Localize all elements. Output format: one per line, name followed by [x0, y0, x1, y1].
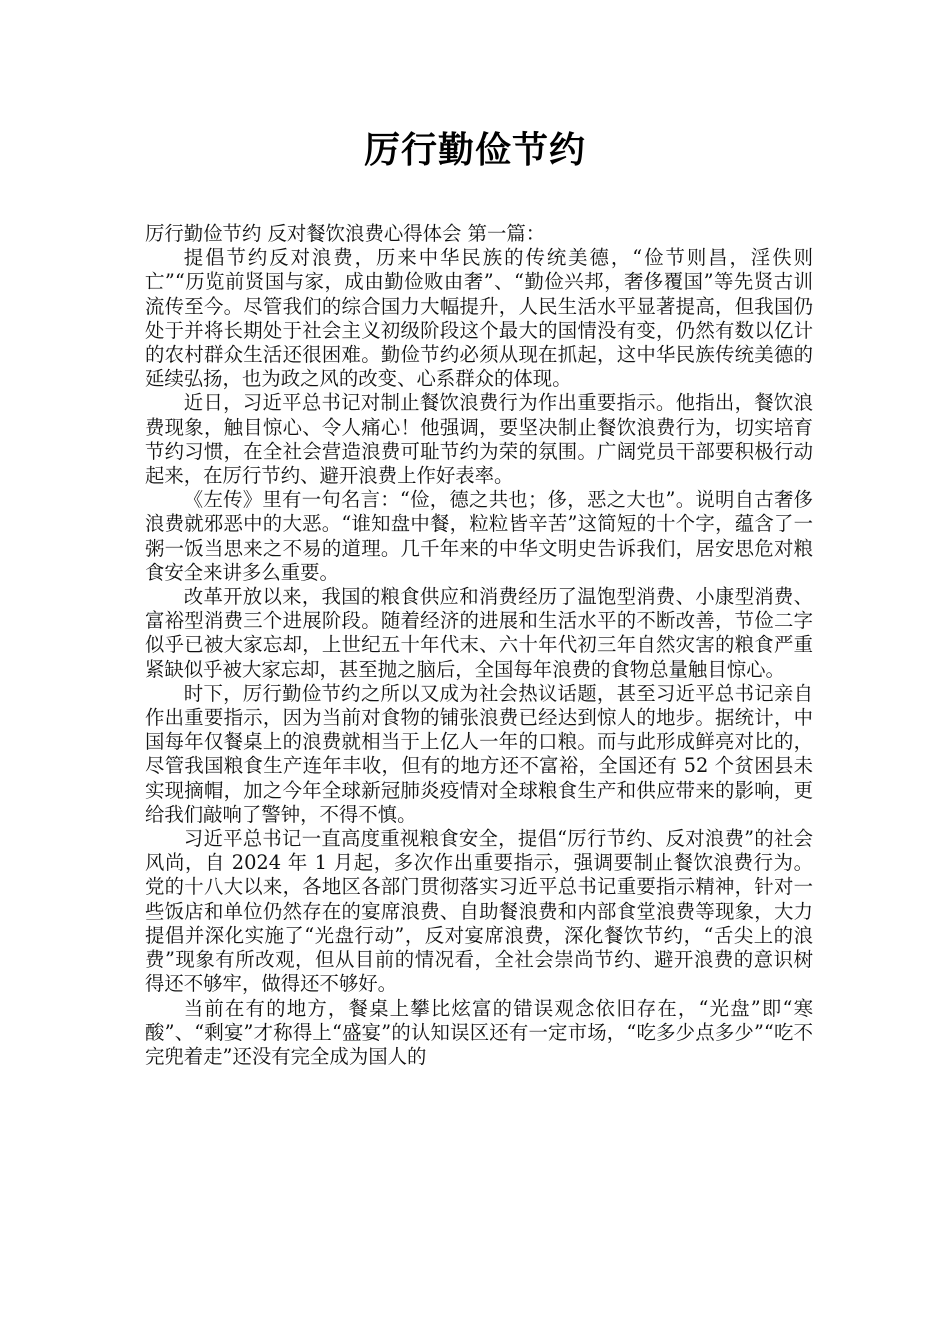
document-body: [145, 222, 813, 1069]
paragraph-5: 时下，厉行勤俭节约之所以又成为社会热议话题，甚至习近平总书记亲自作出重要指示，因为当前对食物的铺张浪费已经达到惊人的地步。据统计，中国每年仅餐桌上的浪费就相当于上亿人一年的口粮。而与此形成鲜亮对比的，尽管我国粮食生产连年丰收，但有的地方还不富裕，全国还有 52 个贫困县未实现摘帽，加之今年全球新冠肺炎疫情对全球粮食生产和供应带来的影响，更给我们敲响了警钟，不得不慎。: [145, 681, 813, 826]
paragraph-1: 提倡节约反对浪费，历来中华民族的传统美德，“俭节则昌，淫佚则亡”“历览前贤国与家，成由勤俭败由奢”、“勤俭兴邦，奢侈覆国”等先贤古训流传至今。尽管我们的综合国力大幅提升，人民生活水平显著提高，但我国仍处于并将长期处于社会主义初级阶段这个最大的国情没有变，仍然有数以亿计的农村群众生活还很困难。勤俭节约必须从现在抓起，这中华民族传统美德的延续弘扬，也为政之风的改变、心系群众的体现。: [145, 246, 813, 391]
paragraph-7: 当前在有的地方，餐桌上攀比炫富的错误观念依旧存在，“光盘”即“寒酸”、“剩宴”才称得上“盛宴”的认知误区还有一定市场，“吃多少点多少”“吃不完兜着走”还没有完全成为国人的: [145, 996, 813, 1068]
paragraph-2: 近日，习近平总书记对制止餐饮浪费行为作出重要指示。他指出，餐饮浪费现象，触目惊心、令人痛心！他强调，要坚决制止餐饮浪费行为，切实培育节约习惯，在全社会营造浪费可耻节约为荣的氛围。广阔党员干部要积极行动起来，在厉行节约、避开浪费上作好表率。: [145, 391, 813, 488]
paragraph-3: 《左传》里有一句名言：“俭，德之共也；侈，恶之大也”。说明自古奢侈浪费就邪恶中的大恶。“谁知盘中餐，粒粒皆辛苦”这简短的十个字，蕴含了一粥一饭当思来之不易的道理。几千年来的中华文明史告诉我们，居安思危对粮食安全来讲多么重要。: [145, 488, 813, 584]
paragraph-4: 改革开放以来，我国的粮食供应和消费经历了温饱型消费、小康型消费、富裕型消费三个进展阶段。随着经济的进展和生活水平的不断改善，节俭二字似乎已被大家忘却，上世纪五十年代末、六十年代初三年自然灾害的粮食严重紧缺似乎被大家忘却，甚至抛之脑后，全国每年浪费的食物总量触目惊心。: [145, 585, 813, 681]
page-title: 厉行勤俭节约: [363, 130, 586, 171]
section-heading: 厉行勤俭节约 反对餐饮浪费心得体会 第一篇：: [145, 222, 546, 245]
paragraph-6: 习近平总书记一直高度重视粮食安全，提倡“厉行节约、反对浪费”的社会风尚，自 2024 年 1 月起，多次作出重要指示，强调要制止餐饮浪费行为。党的十八大以来，各地区各部门贯彻落实习近平总书记重要指示精神，针对一些饭店和单位仍然存在的宴席浪费、自助餐浪费和内部食堂浪费等现象，大力提倡并深化实施了“光盘行动”，反对宴席浪费，深化餐饮节约，“舌尖上的浪费”现象有所改观，但从目前的情况看，全社会崇尚节约、避开浪费的意识树得还不够牢，做得还不够好。: [145, 827, 813, 996]
